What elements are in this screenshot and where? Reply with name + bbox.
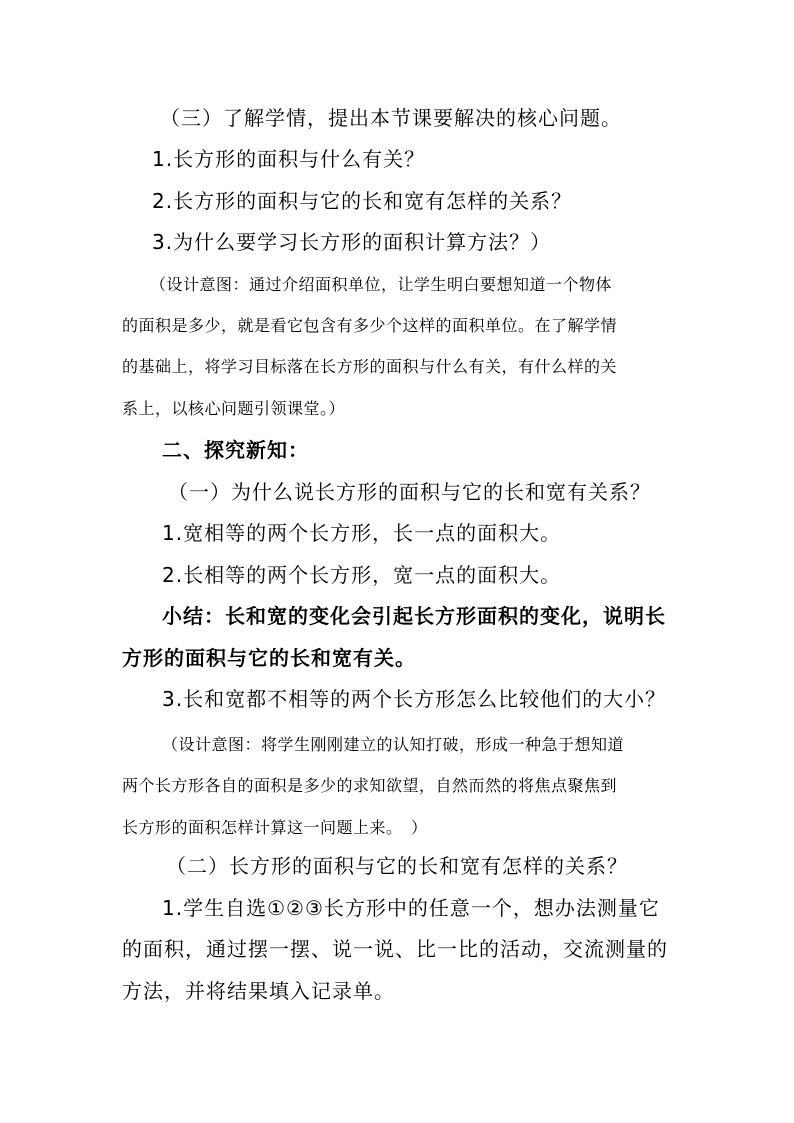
activity-line-3: 方法，并将结果填入记录单。	[122, 979, 395, 1003]
question-1: 1.长方形的面积与什么有关？	[152, 147, 426, 171]
point-2: 2.长相等的两个长方形，宽一点的面积大。	[162, 563, 562, 587]
question-2: 2.长方形的面积与它的长和宽有怎样的关系？	[152, 189, 573, 213]
design-intent-2-line-1: （设计意图：将学生刚刚建立的认知打破，形成一种急于想知道	[162, 735, 625, 754]
question-3: 3.为什么要学习长方形的面积计算方法？）	[152, 230, 552, 254]
design-intent-2-line-2: 两个长方形各自的面积是多少的求知欲望，自然而然的将焦点聚焦到	[122, 776, 618, 795]
design-intent-1-line-4: 系上，以核心问题引领课堂。）	[122, 399, 346, 418]
summary-line-1: 小结：长和宽的变化会引起长方形面积的变化，说明长	[162, 604, 666, 628]
section-heading-explore: 二、探究新知：	[162, 438, 309, 462]
design-intent-1-line-3: 的基础上，将学习目标落在长方形的面积与什么有关，有什么样的关	[122, 357, 618, 376]
design-intent-1-line-2: 的面积是多少，就是看它包含有多少个这样的面积单位。在了解学情	[122, 316, 618, 335]
subsection-heading-2: （二）长方形的面积与它的长和宽有怎样的关系？	[166, 854, 628, 878]
design-intent-1-line-1: （设计意图：通过介绍面积单位，让学生明白要想知道一个物体	[150, 275, 613, 294]
activity-line-2: 的面积，通过摆一摆、说一说、比一比的活动，交流测量的	[122, 937, 668, 961]
activity-line-1: 1.学生自选①②③长方形中的任意一个，想办法测量它	[162, 896, 660, 920]
summary-line-2: 方形的面积与它的长和宽有关。	[122, 646, 416, 670]
point-3: 3.长和宽都不相等的两个长方形怎么比较他们的大小？	[162, 687, 667, 711]
section-heading-3: （三）了解学情，提出本节课要解决的核心问题。	[160, 106, 622, 130]
design-intent-2-line-3: 长方形的面积怎样计算这一问题上来。 ）	[122, 818, 428, 837]
point-1: 1.宽相等的两个长方形，长一点的面积大。	[162, 521, 562, 545]
subsection-heading-1: （一）为什么说长方形的面积与它的长和宽有关系？	[168, 480, 651, 504]
